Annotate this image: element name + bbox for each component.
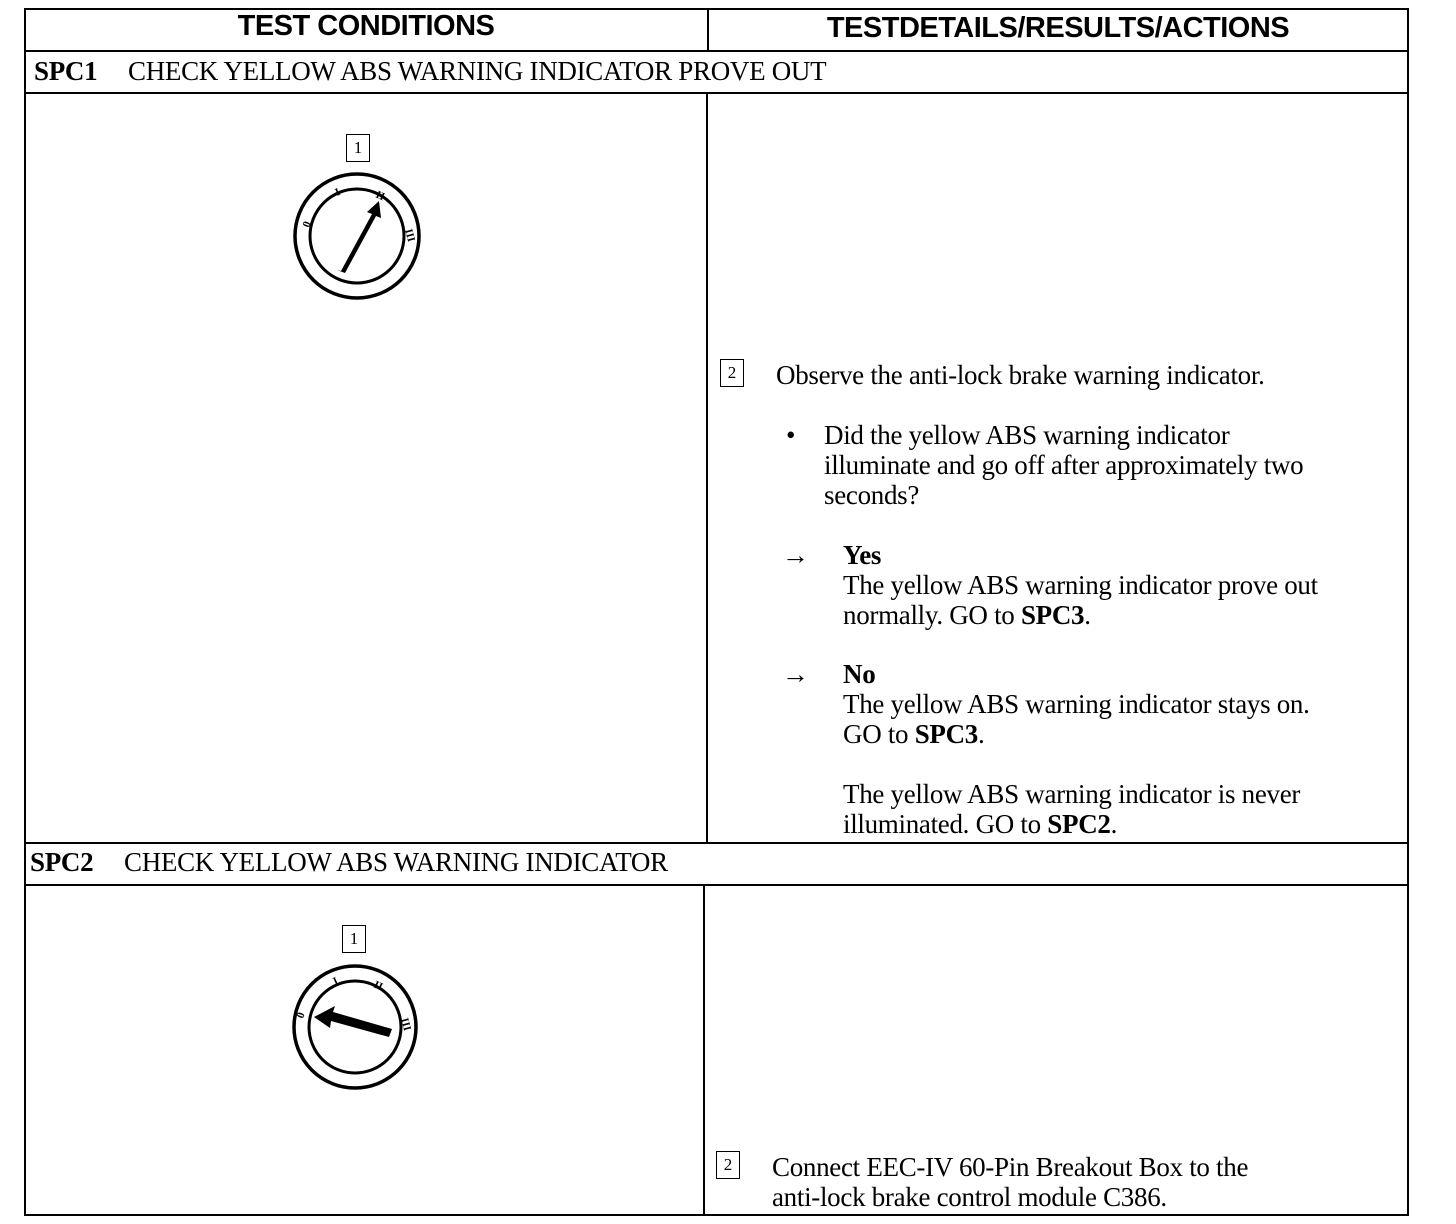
goto-target: SPC2 [1047,809,1111,839]
result-yes-line: The yellow ABS warning indicator prove out [843,570,1318,600]
step-number-box: 2 [720,359,744,387]
step-number-box: 1 [342,925,366,953]
divider [24,842,1409,844]
divider [24,92,1409,94]
result-no-label: No [843,659,876,689]
goto-target: SPC3 [1020,600,1085,630]
column-header-test-conditions: TEST CONDITIONS [237,10,495,42]
step-number-box: 1 [346,134,370,162]
step-instruction: anti-lock brake control module C386. [772,1182,1167,1212]
ignition-switch-run-icon [293,172,425,300]
section-title: CHECK YELLOW ABS WARNING INDICATOR [124,847,668,877]
result-no-line: The yellow ABS warning indicator stays on. [843,689,1310,719]
result-no-line: The yellow ABS warning indicator is never [843,779,1301,809]
question-line: seconds? [824,480,920,510]
question-line: Did the yellow ABS warning indicator [824,420,1230,450]
column-header-test-details: TESTDETAILS/RESULTS/ACTIONS [826,12,1290,44]
dial-position-label: I [333,186,343,199]
dial-position-label: 0 [300,219,314,230]
result-yes-line: normally. GO to SPC3. [843,600,1091,630]
dial-position-label: III [398,1016,414,1033]
section-code: SPC1 [34,56,98,86]
section-header-spc1 [34,56,826,87]
result-no-line: illuminated. GO to SPC2. [843,809,1118,839]
result-yes-label: Yes [843,540,882,570]
step-instruction: Observe the anti-lock brake warning indicator. [776,360,1265,390]
divider [24,50,1409,52]
question-line: illuminate and go off after approximately two [824,450,1304,480]
result-arrow-icon: → [782,540,809,570]
test-table [24,8,1409,1216]
column-divider [703,884,705,1216]
step-number-box: 2 [716,1151,740,1179]
dial-position-label: 0 [294,1010,308,1021]
divider [24,884,1409,886]
goto-target: SPC3 [914,719,979,749]
result-arrow-icon: → [782,659,809,689]
column-divider [706,92,708,844]
ignition-switch-off-icon [291,963,421,1091]
dial-position-label: III [402,227,418,244]
bullet: • [786,420,796,450]
step-instruction: Connect EEC-IV 60-Pin Breakout Box to the [772,1152,1249,1182]
dial-position-label: II [373,188,387,204]
result-no-line: GO to SPC3. [843,719,985,749]
dial-position-label: II [371,978,385,994]
section-code: SPC2 [30,847,94,877]
dial-position-label: I [331,975,341,988]
section-title: CHECK YELLOW ABS WARNING INDICATOR PROVE OUT [128,56,827,86]
section-header-spc2 [30,847,668,878]
